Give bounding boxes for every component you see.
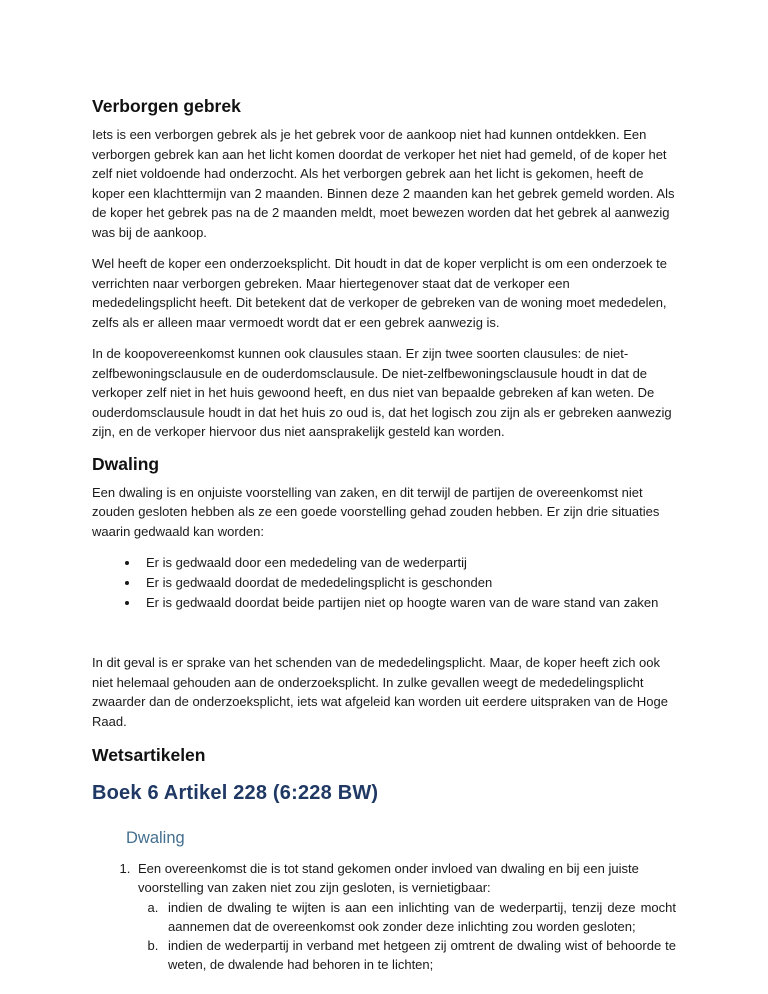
bullet-item: • Er is gedwaald doordat beide partijen niet op hoogte waren van de ware stand van zaken <box>140 593 676 613</box>
law-item-1 <box>134 860 676 974</box>
paragraph-verborgen-2: Wel heeft de koper een onderzoeksplicht. Dit houdt in dat de koper verplicht is om een onderzoek te verrichten naar verborgen gebreken. Maar hiertegenover staat dat de verkoper een mededelingsplicht heeft. Dit betekent dat de verkoper de gebreken van de woning moet mededelen, zelfs als er alleen maar vermoedt wordt dat er een gebrek aanwezig is. <box>92 256 667 330</box>
paragraph-verborgen-3: In de koopovereenkomst kunnen ook clausules staan. Er zijn twee soorten clausules: de niet-zelfbewoningsclausule en de ouderdomsclausule. De niet-zelfbewoningsclausule houdt in dat de verkoper zelf niet in het huis gewoond heeft, en dus niet van bepaalde gebreken af kan weten. De ouderdomsclausule houdt in dat het huis zo oud is, dat het logisch zou zijn als er gebreken aanwezig zijn, en de verkoper hiervoor dus niet aansprakelijk gesteld kan worden. <box>92 346 672 439</box>
law-sublist <box>138 899 676 974</box>
heading-boek-artikel: Boek 6 Artikel 228 (6:228 BW) <box>92 782 379 804</box>
heading-verborgen-gebrek: Verborgen gebrek <box>92 96 241 116</box>
bullet-item: • Er is gedwaald doordat de mededelingsplicht is geschonden <box>140 573 676 593</box>
dwaling-bullet-list <box>92 553 676 613</box>
vertical-gap <box>92 627 676 653</box>
heading-dwaling: Dwaling <box>92 453 160 474</box>
paragraph-dwaling-intro: Een dwaling is en onjuiste voorstelling van zaken, en dit terwijl de partijen de overeenkomst niet zouden gesloten hebben als ze een goede voorstelling gehad zouden hebben. Er zijn drie situaties waarin gedwaald kan worden: <box>92 484 660 539</box>
paragraph-dwaling-conclusion: In dit geval is er sprake van het schenden van de mededelingsplicht. Maar, de koper heeft zich ook niet helemaal gehouden aan de onderzoeksplicht. In zulke gevallen weegt de mededelingsplicht zwaarder dan de onderzoeksplicht, iets wat afgeleid kan worden uit eerdere uitspraken van de Hoge Raad. <box>92 655 668 729</box>
heading-article-dwaling: Dwaling <box>126 829 185 847</box>
heading-wetsartikelen: Wetsartikelen <box>92 745 206 765</box>
law-item-1b: b. indien de wederpartij in verband met hetgeen zij omtrent de dwaling wist of behoorde te weten, de dwalende had behoren in te lichten; <box>162 937 676 974</box>
paragraph-verborgen-1: Iets is een verborgen gebrek als je het gebrek voor de aankoop niet had kunnen ontdekken. Een verborgen gebrek kan aan het licht komen doordat de verkoper het niet had gemeld, of de koper het zelf niet voldoende had onderzocht. Als het verborgen gebrek aan het licht is gekomen, heeft de koper een klachttermijn van 2 maanden. Binnen deze 2 maanden kan het gebrek gemeld worden. Als de koper het gebrek pas na de 2 maanden meldt, moet bewezen worden dat het gebrek al aanwezig was bij de aankoop. <box>92 127 675 240</box>
law-article-list <box>92 860 676 974</box>
law-item-1a: a. indien de dwaling te wijten is aan een inlichting van de wederpartij, tenzij deze mocht aannemen dat de overeenkomst ook zonder deze inlichting zou worden gesloten; <box>162 899 676 936</box>
law-item-1-text: Een overeenkomst die is tot stand gekomen onder invloed van dwaling en bij een juiste voorstelling van zaken niet zou zijn gesloten, is vernietigbaar: <box>138 861 639 895</box>
bullet-item: • Er is gedwaald door een mededeling van de wederpartij <box>140 553 676 573</box>
